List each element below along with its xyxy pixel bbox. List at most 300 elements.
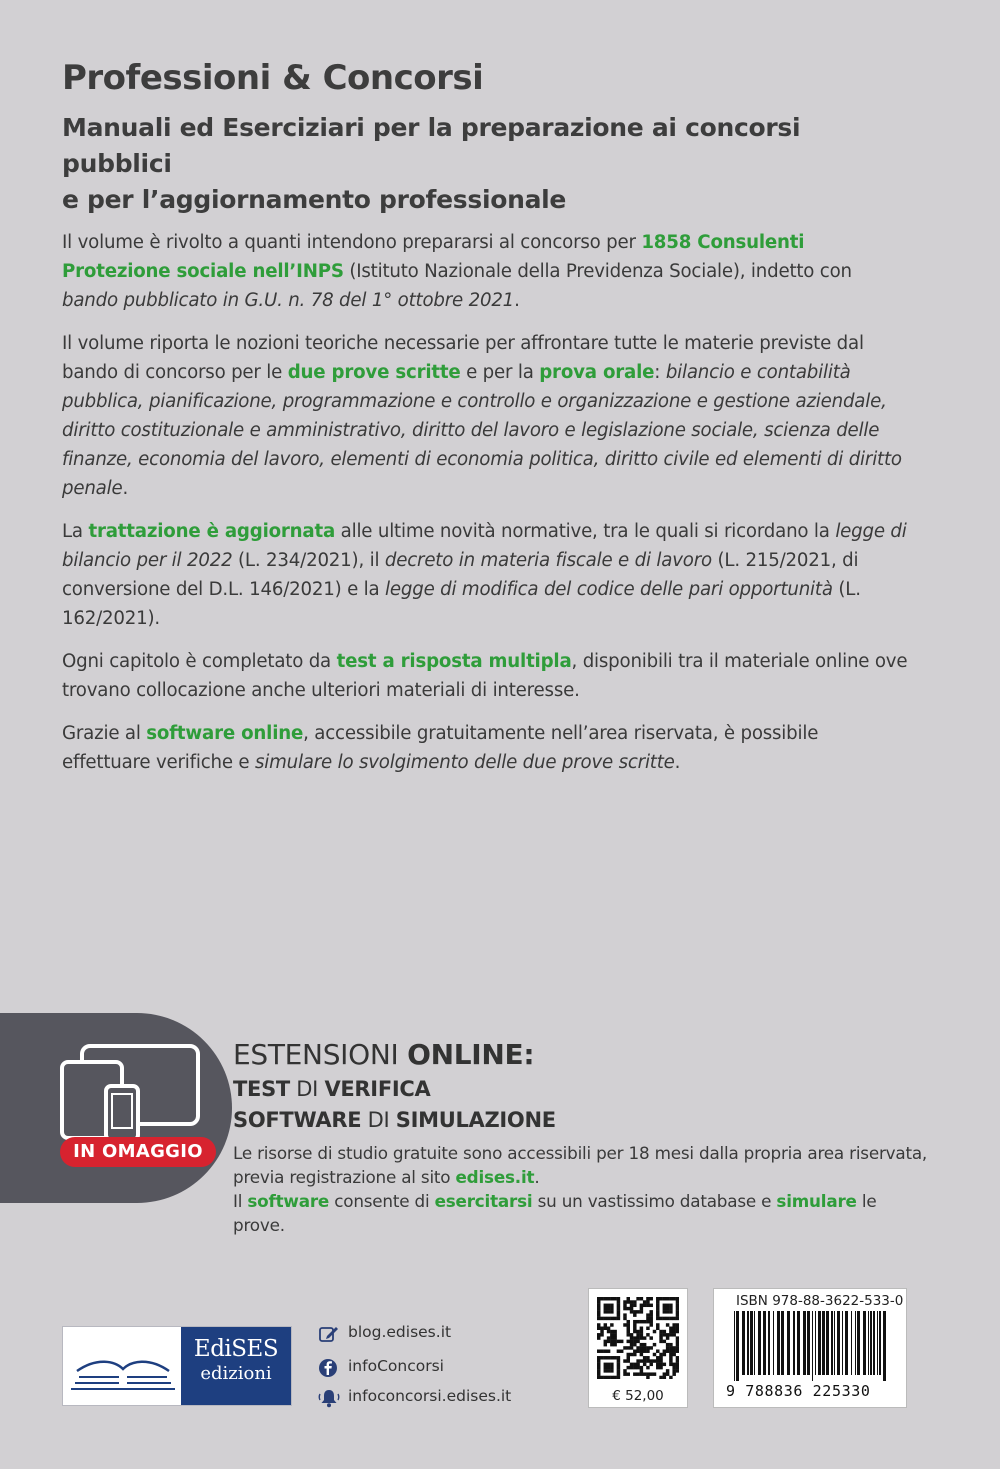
qr-module	[646, 1376, 649, 1379]
qr-module	[627, 1353, 630, 1356]
qr-module	[636, 1297, 639, 1300]
qr-module	[604, 1323, 607, 1326]
qr-module	[669, 1317, 672, 1320]
italic-text: legge di bilancio per il 2022	[62, 521, 907, 571]
qr-module	[653, 1372, 656, 1375]
qr-module	[630, 1346, 633, 1349]
qr-module	[666, 1333, 669, 1336]
description-paragraph-1	[62, 228, 912, 315]
qr-module	[672, 1333, 675, 1336]
qr-module	[610, 1376, 613, 1379]
online-software-line	[233, 1108, 556, 1132]
text: .	[514, 290, 520, 311]
qr-module	[610, 1356, 613, 1359]
series-subtitle	[62, 110, 882, 218]
qr-module	[649, 1317, 652, 1320]
qr-module	[669, 1349, 672, 1352]
qr-module	[672, 1366, 675, 1369]
facebook-icon	[318, 1358, 340, 1378]
qr-module	[607, 1376, 610, 1379]
qr-module	[669, 1363, 672, 1366]
barcode-bar	[870, 1311, 872, 1375]
qr-module	[669, 1307, 672, 1310]
qr-module	[649, 1372, 652, 1375]
qr-module	[640, 1333, 643, 1336]
barcode-bar	[868, 1311, 869, 1375]
qr-module	[623, 1346, 626, 1349]
barcode-bar	[822, 1311, 825, 1375]
qr-module	[636, 1320, 639, 1323]
text: ESTENSIONI	[233, 1038, 408, 1071]
highlight-text: software online	[146, 723, 304, 744]
italic-text: legge di modifica del codice delle pari opportunità	[385, 579, 833, 600]
qr-module	[633, 1340, 636, 1343]
qr-module	[630, 1300, 633, 1303]
qr-module	[649, 1363, 652, 1366]
qr-module	[627, 1340, 630, 1343]
qr-module	[643, 1363, 646, 1366]
barcode-bar	[750, 1311, 753, 1375]
qr-module	[659, 1336, 662, 1339]
qr-module	[597, 1317, 600, 1320]
description-paragraph-3	[62, 517, 912, 633]
qr-module	[617, 1369, 620, 1372]
qr-module	[669, 1343, 672, 1346]
barcode-bar	[863, 1311, 866, 1375]
barcode-bar	[831, 1311, 833, 1375]
text: :	[654, 362, 666, 383]
qr-module	[633, 1366, 636, 1369]
qr-module	[613, 1356, 616, 1359]
qr-module	[676, 1349, 679, 1352]
qr-module	[597, 1313, 600, 1316]
qr-module	[617, 1372, 620, 1375]
italic-text: decreto in materia fiscale e di lavoro	[384, 550, 712, 571]
site-link[interactable]: edises.it	[455, 1167, 535, 1187]
qr-module	[676, 1317, 679, 1320]
qr-module	[630, 1366, 633, 1369]
qr-module	[617, 1356, 620, 1359]
qr-module	[623, 1372, 626, 1375]
qr-module	[643, 1300, 646, 1303]
text: .	[534, 1167, 540, 1187]
qr-module	[597, 1356, 600, 1359]
qr-module	[643, 1343, 646, 1346]
qr-module	[649, 1359, 652, 1362]
isbn-digits: 9 788836 225330	[726, 1382, 871, 1400]
barcode-bar	[803, 1311, 806, 1375]
qr-module	[607, 1349, 610, 1352]
qr-module	[676, 1323, 679, 1326]
barcode-bar	[793, 1311, 795, 1375]
qr-module	[663, 1376, 666, 1379]
qr-module	[643, 1372, 646, 1375]
barcode-bar	[845, 1311, 848, 1375]
qr-module	[633, 1327, 636, 1330]
qr-module	[659, 1340, 662, 1343]
qr-module	[617, 1363, 620, 1366]
qr-module	[600, 1327, 603, 1330]
qr-module	[659, 1330, 662, 1333]
qr-module	[672, 1330, 675, 1333]
barcode-bar	[883, 1311, 886, 1381]
qr-module	[600, 1333, 603, 1336]
qr-module	[649, 1346, 652, 1349]
qr-module	[669, 1356, 672, 1359]
qr-module	[636, 1359, 639, 1362]
qr-module	[613, 1330, 616, 1333]
qr-module	[640, 1349, 643, 1352]
description-paragraph-5	[62, 719, 912, 777]
qr-module	[669, 1353, 672, 1356]
qr-module	[633, 1353, 636, 1356]
qr-module	[613, 1343, 616, 1346]
qr-module	[623, 1300, 626, 1303]
qr-module	[607, 1369, 610, 1372]
qr-module	[666, 1349, 669, 1352]
qr-module	[666, 1343, 669, 1346]
qr-module	[672, 1323, 675, 1326]
qr-module	[597, 1323, 600, 1326]
qr-module	[607, 1356, 610, 1359]
series-subtitle-line1: Manuali ed Eserciziari per la preparazione ai concorsi pubblici	[62, 113, 801, 178]
qr-module	[646, 1317, 649, 1320]
qr-module	[656, 1317, 659, 1320]
text: (L. 162/2021).	[62, 579, 861, 629]
qr-module	[633, 1320, 636, 1323]
text: DI	[289, 1077, 325, 1101]
online-description-2	[233, 1189, 933, 1237]
free-badge: IN OMAGGIO	[60, 1137, 216, 1167]
qr-module	[604, 1340, 607, 1343]
italic-text: bilancio e contabilità pubblica, pianificazione, programmazione e controllo e organizzazione e gestione aziendale, diritto costituzionale e amministrativo, diritto del lavoro e legislazione sociale, scienza delle finanze, economia del lavoro, elementi di economia politica, diritto civile ed elementi di diritto penale	[62, 362, 902, 499]
qr-module	[627, 1323, 630, 1326]
qr-module	[610, 1369, 613, 1372]
link-facebook-text: infoConcorsi	[348, 1357, 444, 1375]
qr-module	[613, 1317, 616, 1320]
qr-module	[669, 1304, 672, 1307]
qr-module	[656, 1349, 659, 1352]
qr-module	[597, 1297, 600, 1300]
qr-module	[600, 1317, 603, 1320]
qr-module	[640, 1343, 643, 1346]
qr-module	[676, 1304, 679, 1307]
qr-module	[676, 1310, 679, 1313]
qr-module	[636, 1333, 639, 1336]
qr-module	[672, 1327, 675, 1330]
qr-module	[646, 1313, 649, 1316]
qr-module	[610, 1333, 613, 1336]
qr-module	[623, 1369, 626, 1372]
highlight-text: test a risposta multipla	[336, 651, 572, 672]
barcode-bar	[773, 1311, 774, 1375]
qr-module	[620, 1349, 623, 1352]
barcode-bar	[826, 1311, 829, 1375]
text-bold: ONLINE:	[407, 1038, 535, 1071]
qr-module	[610, 1317, 613, 1320]
qr-module	[646, 1297, 649, 1300]
highlight-text: due prove scritte	[287, 362, 461, 383]
qr-module	[627, 1359, 630, 1362]
qr-module	[676, 1340, 679, 1343]
qr-module	[672, 1372, 675, 1375]
text-bold: SOFTWARE	[233, 1108, 362, 1132]
qr-module	[649, 1323, 652, 1326]
qr-module	[633, 1323, 636, 1326]
barcode-bar	[842, 1311, 843, 1375]
qr-module	[610, 1330, 613, 1333]
qr-module	[646, 1366, 649, 1369]
online-extensions-title	[233, 1038, 534, 1071]
qr-module	[669, 1310, 672, 1313]
qr-module	[627, 1327, 630, 1330]
text-bold: TEST	[233, 1077, 290, 1101]
qr-module	[604, 1366, 607, 1369]
qr-module	[646, 1304, 649, 1307]
qr-module	[604, 1327, 607, 1330]
qr-module	[633, 1330, 636, 1333]
qr-module	[676, 1366, 679, 1369]
text: Grazie al	[62, 723, 147, 744]
qr-module	[653, 1353, 656, 1356]
text: .	[122, 478, 129, 499]
qr-module	[640, 1327, 643, 1330]
qr-module	[646, 1356, 649, 1359]
qr-module	[597, 1376, 600, 1379]
devices-icon	[58, 1042, 208, 1142]
qr-module	[607, 1307, 610, 1310]
qr-module	[676, 1313, 679, 1316]
qr-module	[666, 1372, 669, 1375]
qr-module	[663, 1353, 666, 1356]
qr-module	[617, 1310, 620, 1313]
qr-module	[669, 1359, 672, 1362]
qr-module	[640, 1330, 643, 1333]
qr-module	[643, 1336, 646, 1339]
qr-module	[636, 1346, 639, 1349]
barcode-bar	[857, 1311, 860, 1375]
qr-module	[623, 1304, 626, 1307]
barcode-bar	[742, 1311, 745, 1375]
barcode-bar	[812, 1311, 813, 1381]
qr-module	[649, 1310, 652, 1313]
qr-module	[646, 1333, 649, 1336]
qr-module	[643, 1304, 646, 1307]
qr-module	[610, 1340, 613, 1343]
qr-module	[597, 1300, 600, 1303]
qr-module	[659, 1363, 662, 1366]
qr-module	[659, 1366, 662, 1369]
qr-module	[656, 1300, 659, 1303]
qr-module	[676, 1346, 679, 1349]
qr-module	[640, 1336, 643, 1339]
qr-module	[604, 1297, 607, 1300]
barcode-bar	[877, 1311, 878, 1375]
qr-module	[640, 1297, 643, 1300]
qr-module	[636, 1310, 639, 1313]
qr-module	[649, 1297, 652, 1300]
qr-module	[656, 1307, 659, 1310]
qr-module	[656, 1363, 659, 1366]
qr-module	[649, 1313, 652, 1316]
qr-module	[636, 1372, 639, 1375]
barcode-bar	[781, 1311, 784, 1375]
text: (Istituto Nazionale della Previdenza Sociale), indetto con	[343, 261, 852, 282]
qr-module	[656, 1297, 659, 1300]
barcode-bar	[736, 1311, 739, 1381]
qr-module	[610, 1363, 613, 1366]
qr-module	[623, 1307, 626, 1310]
qr-module	[640, 1320, 643, 1323]
qr-module	[604, 1343, 607, 1346]
qr-module	[640, 1346, 643, 1349]
qr-module	[607, 1336, 610, 1339]
text: DI	[361, 1108, 396, 1132]
qr-module	[666, 1317, 669, 1320]
highlight-text: simulare	[776, 1191, 857, 1211]
qr-module	[627, 1372, 630, 1375]
qr-module	[656, 1359, 659, 1362]
text: La	[62, 521, 89, 542]
qr-module	[666, 1307, 669, 1310]
qr-module	[610, 1343, 613, 1346]
text-bold: VERIFICA	[324, 1077, 431, 1101]
qr-module	[659, 1359, 662, 1362]
book-logo-area	[63, 1327, 181, 1405]
online-description-1	[233, 1141, 933, 1189]
barcode-bar	[777, 1311, 780, 1375]
text: Il volume è rivolto a quanti intendono prepararsi al concorso per	[62, 232, 642, 253]
qr-module	[663, 1297, 666, 1300]
qr-module	[610, 1304, 613, 1307]
online-description	[233, 1141, 933, 1237]
qr-module	[633, 1372, 636, 1375]
bell-icon	[318, 1388, 340, 1408]
qr-module	[676, 1300, 679, 1303]
qr-module	[617, 1366, 620, 1369]
qr-module	[640, 1372, 643, 1375]
qr-module	[653, 1359, 656, 1362]
qr-module	[613, 1340, 616, 1343]
qr-module	[640, 1353, 643, 1356]
highlight-text: trattazione è aggiornata	[88, 521, 336, 542]
qr-module	[653, 1343, 656, 1346]
qr-module	[676, 1343, 679, 1346]
qr-module	[597, 1310, 600, 1313]
qr-module	[663, 1340, 666, 1343]
qr-module	[640, 1304, 643, 1307]
qr-module	[643, 1359, 646, 1362]
text: consente di	[329, 1191, 435, 1211]
qr-code-box	[588, 1288, 688, 1408]
qr-code[interactable]	[597, 1297, 679, 1379]
qr-module	[597, 1349, 600, 1352]
qr-module	[604, 1376, 607, 1379]
qr-module	[653, 1330, 656, 1333]
text: Ogni capitolo è completato da	[62, 651, 337, 672]
qr-module	[610, 1323, 613, 1326]
qr-module	[643, 1320, 646, 1323]
qr-module	[604, 1310, 607, 1313]
qr-module	[656, 1310, 659, 1313]
qr-module	[659, 1353, 662, 1356]
qr-module	[676, 1307, 679, 1310]
qr-module	[630, 1333, 633, 1336]
highlight-text: software	[247, 1191, 330, 1211]
qr-module	[597, 1336, 600, 1339]
qr-module	[627, 1333, 630, 1336]
qr-module	[607, 1340, 610, 1343]
barcode-bar	[818, 1311, 821, 1375]
publisher-sub: edizioni	[200, 1363, 272, 1384]
qr-module	[646, 1359, 649, 1362]
qr-module	[663, 1330, 666, 1333]
qr-module	[610, 1297, 613, 1300]
text: Il volume riporta le nozioni teoriche necessarie per affrontare tutte le materie previste dal bando di concorso per le	[62, 333, 864, 383]
qr-module	[659, 1356, 662, 1359]
qr-module	[640, 1366, 643, 1369]
qr-module	[636, 1363, 639, 1366]
text: alle ultime novità normative, tra le quali si ricordano la	[335, 521, 836, 542]
qr-module	[640, 1310, 643, 1313]
qr-module	[627, 1320, 630, 1323]
highlight-text: prova orale	[539, 362, 655, 383]
qr-module	[623, 1323, 626, 1326]
qr-module	[627, 1346, 630, 1349]
barcode-bar	[834, 1311, 835, 1375]
barcode-bar	[851, 1311, 852, 1375]
description-paragraph-2	[62, 329, 912, 503]
qr-module	[597, 1372, 600, 1375]
qr-module	[669, 1327, 672, 1330]
qr-module	[627, 1300, 630, 1303]
barcode	[734, 1311, 888, 1381]
qr-module	[617, 1297, 620, 1300]
qr-module	[627, 1356, 630, 1359]
qr-module	[656, 1366, 659, 1369]
qr-module	[610, 1336, 613, 1339]
edit-icon	[318, 1324, 340, 1344]
qr-module	[672, 1363, 675, 1366]
text: (L. 215/2021, di conversione del D.L. 146/2021) e la	[62, 550, 859, 600]
qr-module	[630, 1343, 633, 1346]
qr-module	[663, 1307, 666, 1310]
highlight-text: esercitarsi	[434, 1191, 533, 1211]
qr-module	[663, 1363, 666, 1366]
barcode-bar	[763, 1311, 766, 1375]
qr-module	[646, 1349, 649, 1352]
qr-module	[604, 1369, 607, 1372]
qr-module	[604, 1356, 607, 1359]
italic-text: bando pubblicato in G.U. n. 78 del 1° ottobre 2021	[62, 290, 515, 311]
text: e per la	[460, 362, 540, 383]
barcode-bar	[734, 1311, 735, 1381]
qr-module	[597, 1363, 600, 1366]
link-blog-text: blog.edises.it	[348, 1323, 452, 1341]
qr-module	[607, 1327, 610, 1330]
qr-module	[656, 1356, 659, 1359]
qr-module	[627, 1297, 630, 1300]
qr-module	[663, 1317, 666, 1320]
qr-module	[672, 1317, 675, 1320]
qr-module	[617, 1376, 620, 1379]
qr-module	[676, 1363, 679, 1366]
barcode-bar	[873, 1311, 875, 1375]
text: .	[674, 752, 681, 773]
barcode-bar	[879, 1311, 881, 1375]
qr-module	[649, 1304, 652, 1307]
qr-module	[672, 1346, 675, 1349]
